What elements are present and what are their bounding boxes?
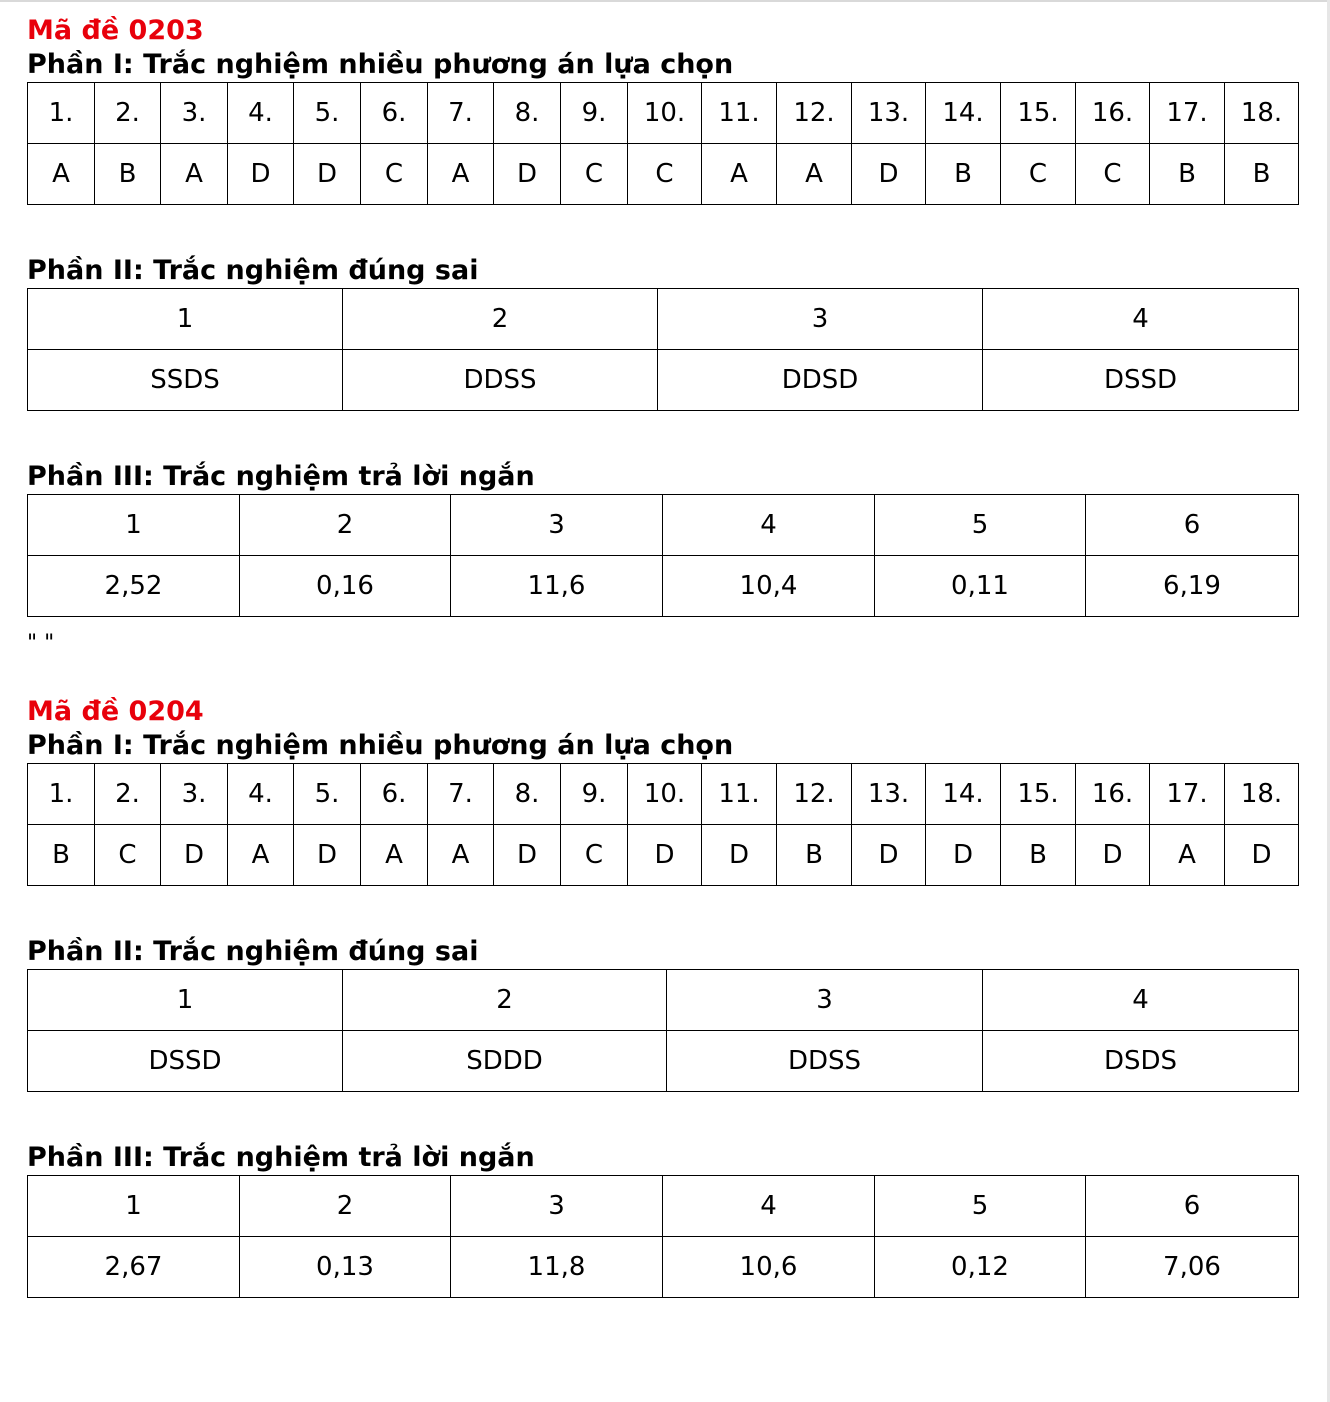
question-cell: 4. xyxy=(228,83,294,144)
answer-cell: B xyxy=(1150,144,1225,205)
question-cell: 15. xyxy=(1001,764,1076,825)
answer-cell: C xyxy=(561,825,628,886)
answer-cell: B xyxy=(95,144,161,205)
answer-cell: D xyxy=(228,144,294,205)
answer-row xyxy=(28,556,1299,617)
question-cell: 5 xyxy=(875,495,1086,556)
question-row xyxy=(28,289,1299,350)
answer-cell: D xyxy=(494,144,561,205)
exam-code-block-0204 xyxy=(27,695,1298,1298)
question-cell: 3 xyxy=(667,970,983,1031)
question-cell: 17. xyxy=(1150,83,1225,144)
question-cell: 9. xyxy=(561,764,628,825)
question-cell: 7. xyxy=(428,83,494,144)
answer-cell: 0,12 xyxy=(875,1237,1086,1298)
question-row xyxy=(28,764,1299,825)
question-cell: 12. xyxy=(777,764,852,825)
top-border xyxy=(0,0,1330,2)
question-cell: 18. xyxy=(1225,83,1299,144)
answer-cell: 7,06 xyxy=(1086,1237,1299,1298)
question-cell: 14. xyxy=(926,83,1001,144)
answer-cell: A xyxy=(1150,825,1225,886)
part1-title: Phần I: Trắc nghiệm nhiều phương án lựa chọn xyxy=(27,730,734,761)
part3-title: Phần III: Trắc nghiệm trả lời ngắn xyxy=(27,1142,535,1173)
question-cell: 4 xyxy=(983,970,1299,1031)
answer-cell: D xyxy=(294,144,361,205)
answer-cell: 6,19 xyxy=(1086,556,1299,617)
answer-cell: 0,11 xyxy=(875,556,1086,617)
answer-cell: SSDS xyxy=(28,350,343,411)
part1-answer-table xyxy=(27,82,1299,205)
question-cell: 5. xyxy=(294,83,361,144)
answer-row xyxy=(28,1031,1299,1092)
question-cell: 13. xyxy=(852,83,926,144)
question-cell: 2 xyxy=(343,970,667,1031)
answer-cell: D xyxy=(494,825,561,886)
answer-cell: A xyxy=(161,144,228,205)
question-row xyxy=(28,970,1299,1031)
answer-cell: DDSD xyxy=(658,350,983,411)
answer-cell: B xyxy=(926,144,1001,205)
answer-cell: B xyxy=(1225,144,1299,205)
question-cell: 6 xyxy=(1086,1176,1299,1237)
answer-cell: DSSD xyxy=(28,1031,343,1092)
question-cell: 10. xyxy=(628,83,702,144)
question-cell: 6. xyxy=(361,764,428,825)
part2-answer-table xyxy=(27,969,1299,1092)
question-row xyxy=(28,83,1299,144)
answer-key-document xyxy=(27,14,1298,1298)
answer-cell: 10,4 xyxy=(663,556,875,617)
question-cell: 7. xyxy=(428,764,494,825)
part1-answer-table xyxy=(27,763,1299,886)
answer-cell: D xyxy=(1076,825,1150,886)
question-cell: 10. xyxy=(628,764,702,825)
question-cell: 1 xyxy=(28,1176,240,1237)
part1-title: Phần I: Trắc nghiệm nhiều phương án lựa chọn xyxy=(27,49,734,80)
exam-code-block-0203 xyxy=(27,14,1298,617)
question-cell: 14. xyxy=(926,764,1001,825)
question-cell: 15. xyxy=(1001,83,1076,144)
question-cell: 5. xyxy=(294,764,361,825)
question-cell: 1 xyxy=(28,289,343,350)
answer-cell: 0,13 xyxy=(240,1237,451,1298)
question-cell: 3. xyxy=(161,764,228,825)
question-cell: 1. xyxy=(28,764,95,825)
question-cell: 2. xyxy=(95,83,161,144)
answer-cell: D xyxy=(628,825,702,886)
exam-code-title: Mã đề 0203 xyxy=(27,15,204,46)
answer-cell: A xyxy=(228,825,294,886)
question-cell: 3 xyxy=(658,289,983,350)
question-cell: 8. xyxy=(494,764,561,825)
question-row xyxy=(28,495,1299,556)
exam-code-title: Mã đề 0204 xyxy=(27,696,204,727)
answer-cell: D xyxy=(926,825,1001,886)
answer-cell: B xyxy=(1001,825,1076,886)
question-cell: 11. xyxy=(702,83,777,144)
answer-cell: C xyxy=(1076,144,1150,205)
question-cell: 4. xyxy=(228,764,294,825)
answer-cell: C xyxy=(361,144,428,205)
question-cell: 8. xyxy=(494,83,561,144)
question-cell: 2 xyxy=(240,495,451,556)
answer-cell: C xyxy=(1001,144,1076,205)
question-cell: 3 xyxy=(451,1176,663,1237)
question-cell: 13. xyxy=(852,764,926,825)
part3-title: Phần III: Trắc nghiệm trả lời ngắn xyxy=(27,461,535,492)
answer-cell: C xyxy=(95,825,161,886)
answer-cell: A xyxy=(702,144,777,205)
answer-cell: B xyxy=(28,825,95,886)
question-cell: 4 xyxy=(983,289,1299,350)
answer-cell: B xyxy=(777,825,852,886)
question-cell: 5 xyxy=(875,1176,1086,1237)
question-row xyxy=(28,1176,1299,1237)
part2-title: Phần II: Trắc nghiệm đúng sai xyxy=(27,936,479,967)
question-cell: 3 xyxy=(451,495,663,556)
part2-title: Phần II: Trắc nghiệm đúng sai xyxy=(27,255,479,286)
answer-cell: A xyxy=(361,825,428,886)
part3-answer-table xyxy=(27,494,1299,617)
question-cell: 1 xyxy=(28,495,240,556)
question-cell: 16. xyxy=(1076,764,1150,825)
answer-cell: 2,52 xyxy=(28,556,240,617)
answer-cell: 2,67 xyxy=(28,1237,240,1298)
answer-cell: SDDD xyxy=(343,1031,667,1092)
answer-cell: DSSD xyxy=(983,350,1299,411)
question-cell: 2. xyxy=(95,764,161,825)
question-cell: 12. xyxy=(777,83,852,144)
answer-cell: A xyxy=(777,144,852,205)
question-cell: 11. xyxy=(702,764,777,825)
answer-cell: 0,16 xyxy=(240,556,451,617)
answer-cell: DDSS xyxy=(667,1031,983,1092)
separator-quotes: " " xyxy=(27,631,55,656)
question-cell: 1 xyxy=(28,970,343,1031)
answer-cell: 10,6 xyxy=(663,1237,875,1298)
answer-cell: 11,8 xyxy=(451,1237,663,1298)
answer-cell: A xyxy=(28,144,95,205)
answer-row xyxy=(28,825,1299,886)
question-cell: 17. xyxy=(1150,764,1225,825)
answer-cell: D xyxy=(852,825,926,886)
answer-cell: D xyxy=(852,144,926,205)
answer-cell: C xyxy=(628,144,702,205)
question-cell: 2 xyxy=(240,1176,451,1237)
question-cell: 3. xyxy=(161,83,228,144)
answer-cell: A xyxy=(428,144,494,205)
question-cell: 1. xyxy=(28,83,95,144)
answer-cell: DSDS xyxy=(983,1031,1299,1092)
question-cell: 6 xyxy=(1086,495,1299,556)
answer-row xyxy=(28,350,1299,411)
question-cell: 6. xyxy=(361,83,428,144)
answer-cell: D xyxy=(161,825,228,886)
answer-cell: C xyxy=(561,144,628,205)
part3-answer-table xyxy=(27,1175,1299,1298)
question-cell: 18. xyxy=(1225,764,1299,825)
question-cell: 2 xyxy=(343,289,658,350)
question-cell: 9. xyxy=(561,83,628,144)
answer-cell: 11,6 xyxy=(451,556,663,617)
answer-cell: A xyxy=(428,825,494,886)
question-cell: 4 xyxy=(663,495,875,556)
answer-cell: D xyxy=(294,825,361,886)
answer-cell: DDSS xyxy=(343,350,658,411)
answer-row xyxy=(28,144,1299,205)
answer-row xyxy=(28,1237,1299,1298)
question-cell: 4 xyxy=(663,1176,875,1237)
answer-cell: D xyxy=(1225,825,1299,886)
question-cell: 16. xyxy=(1076,83,1150,144)
part2-answer-table xyxy=(27,288,1299,411)
answer-cell: D xyxy=(702,825,777,886)
